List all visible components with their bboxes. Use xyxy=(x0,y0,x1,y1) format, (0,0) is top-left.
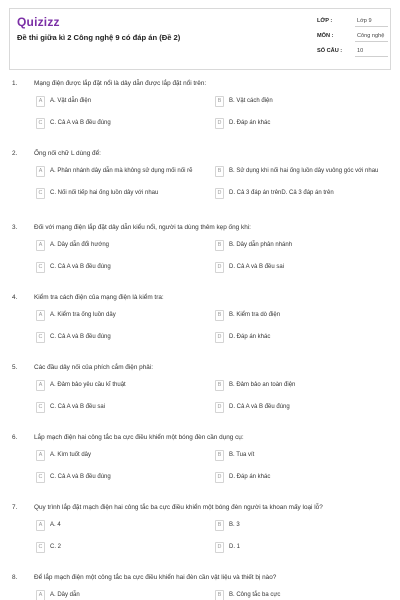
meta-subject-value: Công nghệ xyxy=(357,33,385,39)
worksheet-header xyxy=(9,8,391,70)
meta-count-label: SỐ CÂU : xyxy=(317,48,343,54)
option-letter-box: A xyxy=(36,380,45,391)
option-letter-box: A xyxy=(36,590,45,600)
question-number: 4. xyxy=(12,294,18,301)
option-text: A. Vật dẫn điện xyxy=(50,98,92,104)
option-text: D. Đáp án khác xyxy=(229,474,271,480)
question-number: 1. xyxy=(12,80,18,87)
option-text: B. 3 xyxy=(229,522,240,528)
option-text: A. Dây dẫn đổi hướng xyxy=(50,242,109,248)
meta-divider xyxy=(355,26,388,27)
option-text: D. Cả 3 đáp án trênD. Cả 3 đáp án trên xyxy=(229,190,334,196)
question-text: Đối với mạng điện lắp đặt dây dẫn kiểu nổi, người ta dùng thêm kẹp ống khi: xyxy=(34,224,251,231)
question-text: Mạng điện được lắp đặt nổi là dây dẫn được lắp đặt nổi trên: xyxy=(34,80,207,87)
option-letter-box: D xyxy=(215,542,224,553)
option-text: D. 1 xyxy=(229,544,241,550)
question-text: Các đầu dây nối của phích cắm điện phải: xyxy=(34,364,154,371)
quizizz-logo: Quizizz xyxy=(17,15,60,29)
option-text: A. Phân nhánh dây dẫn mà không sử dụng mối nối rẽ xyxy=(50,168,193,174)
option-letter-box: A xyxy=(36,96,45,107)
meta-divider xyxy=(355,41,388,42)
option-letter-box: C xyxy=(36,118,45,129)
meta-count-value: 10 xyxy=(357,48,364,54)
option-letter-box: B xyxy=(215,310,224,321)
option-letter-box: A xyxy=(36,166,45,177)
option-text: A. Kìm tuốt dây xyxy=(50,452,92,458)
question-text: Ống nối chữ L dùng để: xyxy=(34,150,101,157)
option-letter-box: B xyxy=(215,450,224,461)
option-letter-box: B xyxy=(215,96,224,107)
question-number: 6. xyxy=(12,434,18,441)
option-text: C. Cả A và B đều đúng xyxy=(50,474,111,480)
meta-divider xyxy=(355,56,388,57)
option-text: C. Cả A và B đều đúng xyxy=(50,264,111,270)
question-text: Để lắp mạch điện một công tắc ba cực điều khiển hai đèn cần vật liệu và thiết bị nào? xyxy=(34,574,277,581)
option-text: C. Cả A và B đều đúng xyxy=(50,120,111,126)
option-text: C. 2 xyxy=(50,544,62,550)
option-text: C. Cả A và B đều sai xyxy=(50,404,106,410)
option-text: C. Cả A và B đều đúng xyxy=(50,334,111,340)
option-text: D. Cả A và B đều sai xyxy=(229,264,285,270)
option-letter-box: D xyxy=(215,472,224,483)
option-text: A. Đảm bảo yêu cầu kĩ thuật xyxy=(50,382,126,388)
option-letter-box: A xyxy=(36,520,45,531)
option-text: A. 4 xyxy=(50,522,61,528)
option-text: D. Cả A và B đều đúng xyxy=(229,404,290,410)
question-text: Kiểm tra cách điện của mạng điện là kiểm tra: xyxy=(34,294,164,301)
question-text: Lắp mạch điện hai công tắc ba cực điều khiển một bóng đèn cần dụng cụ: xyxy=(34,434,244,441)
option-text: A. Kiểm tra ống luồn dây xyxy=(50,312,116,318)
option-letter-box: B xyxy=(215,380,224,391)
option-text: C. Nối nối tiếp hai ống luồn dây với nhau xyxy=(50,190,159,196)
option-letter-box: D xyxy=(215,118,224,129)
question-text: Quy trình lắp đặt mạch điện hai công tắc ba cực điều khiển một bóng đèn người ta khoan mấy loại lỗ? xyxy=(34,504,323,511)
option-letter-box: C xyxy=(36,402,45,413)
meta-grade-value: Lớp 9 xyxy=(357,18,372,24)
meta-subject-label: MÔN : xyxy=(317,33,334,39)
option-letter-box: A xyxy=(36,240,45,251)
option-letter-box: B xyxy=(215,166,224,177)
question-number: 8. xyxy=(12,574,18,581)
option-text: B. Công tắc ba cực xyxy=(229,592,281,598)
option-text: A. Dây dẫn xyxy=(50,592,80,598)
question-number: 2. xyxy=(12,150,18,157)
option-letter-box: C xyxy=(36,262,45,273)
question-number: 3. xyxy=(12,224,18,231)
option-letter-box: B xyxy=(215,520,224,531)
option-letter-box: C xyxy=(36,542,45,553)
option-letter-box: A xyxy=(36,310,45,321)
option-text: B. Sử dụng khi nối hai ống luồn dây vuông góc với nhau xyxy=(229,168,379,174)
option-text: D. Đáp án khác xyxy=(229,120,271,126)
meta-grade-label: LỚP : xyxy=(317,18,333,24)
option-letter-box: D xyxy=(215,262,224,273)
option-text: B. Đảm bảo an toàn điện xyxy=(229,382,296,388)
option-letter-box: C xyxy=(36,332,45,343)
option-letter-box: D xyxy=(215,188,224,199)
question-number: 7. xyxy=(12,504,18,511)
option-letter-box: D xyxy=(215,402,224,413)
option-letter-box: A xyxy=(36,450,45,461)
exam-title: Đề thi giữa kì 2 Công nghệ 9 có đáp án (Đề 2) xyxy=(17,33,181,42)
option-text: B. Tua vít xyxy=(229,452,255,458)
option-letter-box: D xyxy=(215,332,224,343)
question-number: 5. xyxy=(12,364,18,371)
option-text: B. Kiểm tra dò điện xyxy=(229,312,281,318)
option-letter-box: C xyxy=(36,472,45,483)
option-text: B. Dây dẫn phân nhánh xyxy=(229,242,293,248)
option-letter-box: C xyxy=(36,188,45,199)
option-text: B. Vật cách điện xyxy=(229,98,273,104)
option-text: D. Đáp án khác xyxy=(229,334,271,340)
option-letter-box: B xyxy=(215,240,224,251)
option-letter-box: B xyxy=(215,590,224,600)
